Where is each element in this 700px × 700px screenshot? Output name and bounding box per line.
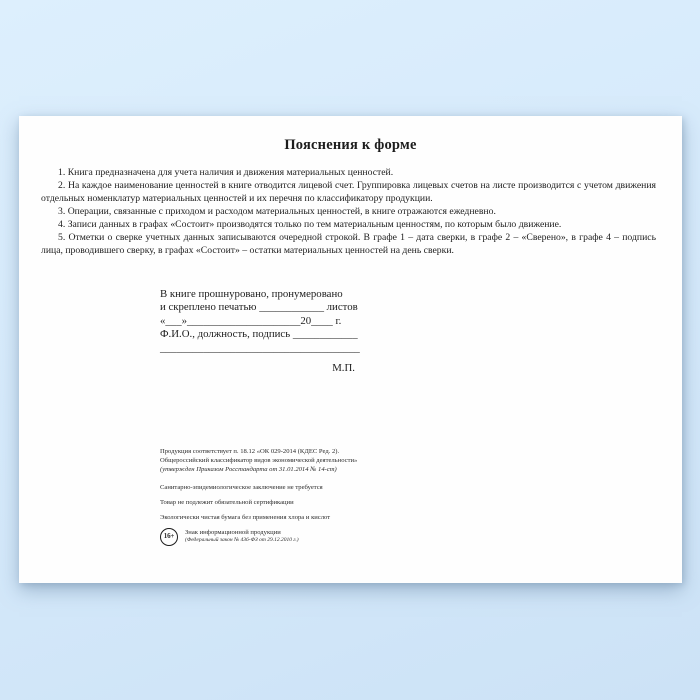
eco-paper-note: Экологически чистая бумага без применения хлора и кислот xyxy=(160,513,331,521)
classifier-note xyxy=(160,447,357,475)
info-sign-text xyxy=(185,529,299,545)
instruction-paragraph-3: 3. Операции, связанные с приходом и расходом материальных ценностей, в книге отражаются ежедневно. xyxy=(58,206,496,217)
instructions-block xyxy=(41,166,656,257)
info-sign-title: Знак информационной продукции xyxy=(185,528,281,536)
instruction-paragraph-1: 1. Книга предназначена для учета наличия и движения материальных ценностей. xyxy=(58,167,394,178)
binding-line-5: _____________________________________ xyxy=(160,341,360,354)
classifier-line-3: (утвержден Приказом Росстандарта от 31.01.2014 № 14-ст) xyxy=(160,466,337,474)
binding-line-3: «___»_____________________20____ г. xyxy=(160,314,342,327)
binding-line-1: В книге прошнуровано, пронумеровано xyxy=(160,288,343,300)
binding-line-4: Ф.И.О., должность, подпись ____________ xyxy=(160,328,358,341)
age-rating-row xyxy=(160,528,357,546)
classifier-line-1: Продукция соответствует п. 18.12 «ОК 029-2014 (КДЕС Ред. 2). xyxy=(160,448,340,455)
instruction-paragraph-5: 5. Отметки о сверке учетных данных записываются очередной строкой. В графе 1 – дата сверки, в графе 2 – «Сверено», в графе 4 – подпись лица, проводившего сверку, в графах «Состоит» – остатки материальных ценностей на день сверки. xyxy=(41,232,656,256)
stamp-place-label: М.П. xyxy=(332,362,355,375)
footer-block xyxy=(160,447,357,546)
certification-note: Товар не подлежит обязательной сертификации xyxy=(160,498,294,506)
instruction-paragraph-2: 2. На каждое наименование ценностей в книге отводится лицевой счет. Группировка лицевых счетов на листе производится с учетом движения отдельных номенклатур материальных ценностей и их перечня по классификатору продукции. xyxy=(41,180,656,204)
age-rating-16plus-icon: 16+ xyxy=(160,528,178,546)
binding-line-2: и скреплено печатью ____________ листов xyxy=(160,301,358,314)
sanitary-note: Санитарно-эпидемиологическое заключение не требуется xyxy=(160,483,323,491)
instruction-paragraph-4: 4. Записи данных в графах «Состоит» производятся только по тем материальным ценностям, по которым было движение. xyxy=(58,219,562,230)
document-page xyxy=(19,116,682,583)
page-title: Пояснения к форме xyxy=(284,137,417,153)
info-sign-law: (Федеральный закон № 436-ФЗ от 29.12.2010 г.) xyxy=(185,537,299,544)
classifier-line-2: Общероссийский классификатор видов экономической деятельности» xyxy=(160,457,358,465)
binding-certification-block xyxy=(160,288,363,375)
